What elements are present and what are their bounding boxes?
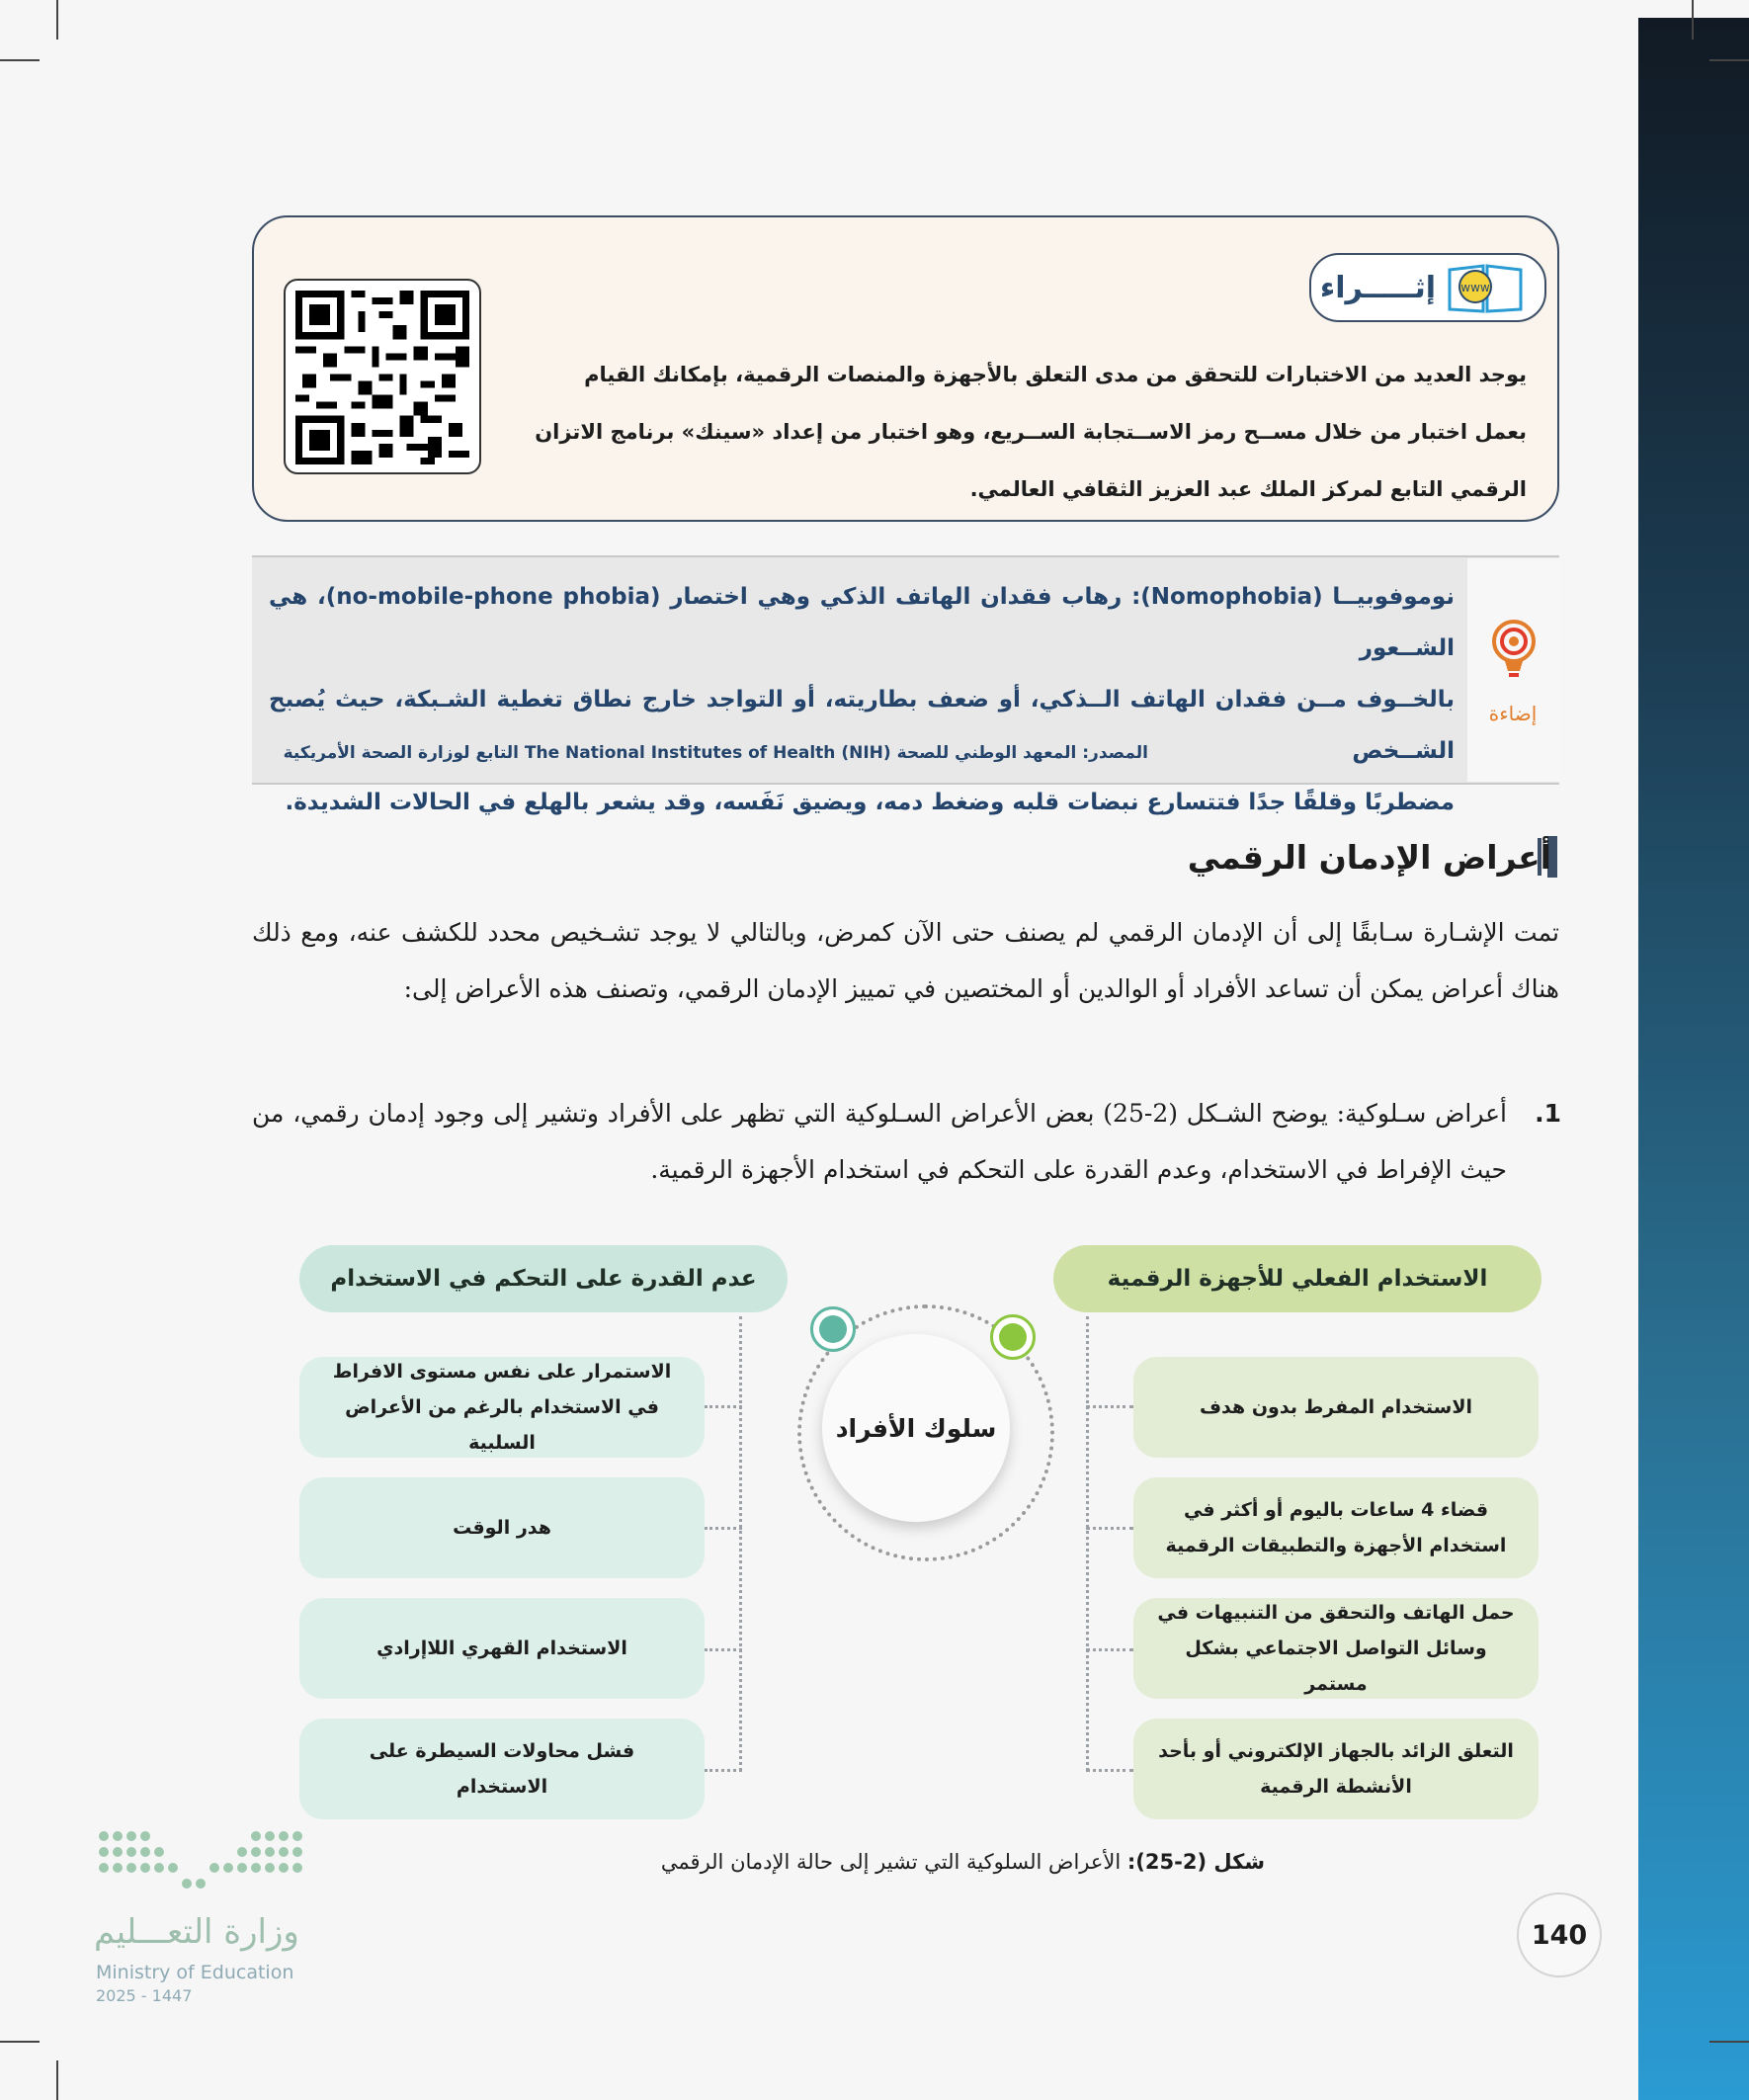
intro-paragraph: تمت الإشـارة سـابقًا إلى أن الإدمان الرقمي لم يصنف حتى الآن كمرض، وبالتالي لا يوجد تشـخيص محدد للكشف عنه، ومع ذلك هناك أعراض يمكن أن تساعد الأفراد أو الوالدين أو المختصين في تمييز الإدمان الرقمي، وتصنف هذه الأعراض إلى: [252, 918, 1559, 1003]
left-card: الاستخدام القهري اللاإرادي [299, 1598, 705, 1699]
connector-line [705, 1648, 742, 1651]
crop-mark [1709, 59, 1749, 61]
connector-line [1086, 1648, 1133, 1651]
ministry-name-english: Ministry of Education [96, 1962, 294, 1983]
illumination-source: المصدر: المعهد الوطني للصحة The National Institutes of Health (NIH) التابع لوزارة الصحة الأمريكية [283, 743, 1148, 763]
right-card: الاستخدام المفرط بدون هدف [1133, 1357, 1539, 1458]
green-dot [990, 1314, 1036, 1360]
enrichment-title: إثـــــراء [1319, 270, 1436, 305]
crop-mark [0, 59, 40, 61]
list-item-text: أعراض سـلوكية: يوضح الشـكل (2-25) بعض الأعراض السـلوكية التي تظهر على الأفراد وتشير إلى وجود إدمان رقمي، من حيث الإفراط في الاستخدام، وعدم القدرة على التحكم في استخدام الأجهزة الرقمية. [252, 1099, 1507, 1184]
illumination-label: إضاءة [1488, 702, 1538, 725]
page-number: 140 [1517, 1892, 1602, 1977]
right-card: حمل الهاتف والتحقق من التنبيهات في وسائل التواصل الاجتماعي بشكل مستمر [1133, 1598, 1539, 1699]
left-card: فشل محاولات السيطرة على الاستخدام [299, 1719, 705, 1819]
illumination-text [269, 571, 1455, 828]
section-heading: أعراض الإدمان الرقمي [1187, 838, 1551, 877]
center-node: سلوك الأفراد [822, 1334, 1010, 1522]
crop-mark [56, 0, 58, 40]
ministry-name-arabic: وزارة التعـــليم [94, 1912, 299, 1952]
caption-label: شكل (2-25): [1126, 1850, 1265, 1874]
crop-mark [56, 2060, 58, 2100]
connector-line [1086, 1405, 1133, 1408]
ministry-logo-dots [94, 1826, 311, 1905]
connector-line [705, 1769, 742, 1772]
left-column-heading: عدم القدرة على التحكم في الاستخدام [299, 1245, 788, 1312]
ministry-year: 2025 - 1447 [96, 1986, 193, 2005]
illumination-side [1467, 558, 1559, 782]
enrichment-tag [1309, 253, 1546, 322]
enrichment-line: الرقمي التابع لمركز الملك عبد العزيز الثقافي العالمي. [969, 477, 1527, 501]
enrichment-line: يوجد العديد من الاختبارات للتحقق من مدى التعلق بالأجهزة والمنصات الرقمية، بإمكانك القيام [584, 363, 1527, 386]
connector-line [705, 1405, 742, 1408]
caption-text: الأعراض السلوكية التي تشير إلى حالة الإدمان الرقمي [660, 1850, 1127, 1874]
connector-line [1086, 1527, 1133, 1530]
www-book-icon [1446, 260, 1525, 315]
crop-mark [0, 2041, 40, 2043]
right-card: قضاء 4 ساعات باليوم أو أكثر في استخدام الأجهزة والتطبيقات الرقمية [1133, 1477, 1539, 1578]
crop-mark [1709, 2041, 1749, 2043]
right-column-heading: الاستخدام الفعلي للأجهزة الرقمية [1053, 1245, 1541, 1312]
left-card: الاستمرار على نفس مستوى الافراط في الاستخدام بالرغم من الأعراض السلبية [299, 1357, 705, 1458]
enrichment-line: بعمل اختبار من خلال مســح رمز الاســتجابة الســريع، وهو اختبار من إعداد «سينك» برنامج الاتزان [535, 420, 1527, 444]
illumination-line: نوموفوبيــا (Nomophobia): رهاب فقدان الهاتف الذكي وهي اختصار (no-mobile-phone phobia)، هي الشــعور [269, 584, 1455, 661]
illumination-line: بالخــوف مــن فقدان الهاتف الــذكي، أو ضعف بطاريته، أو التواجد خارج نطاق تغطية الشـبكة، حيث يُصبح الشــخص [269, 687, 1455, 764]
connector-line [1086, 1769, 1133, 1772]
connector-line [1086, 1316, 1089, 1771]
connector-line [705, 1527, 742, 1530]
crop-mark [1692, 0, 1694, 40]
enrichment-text [504, 346, 1527, 518]
svg-text:www: www [1460, 281, 1490, 294]
figure-caption [553, 1850, 1265, 1874]
illumination-line: مضطربًا وقلقًا جدًا فتتسارع نبضات قلبه وضغط دمه، ويضيق نَفَسه، وقد يشعر بالهلع في الحالات الشديدة. [285, 790, 1455, 815]
side-gradient-stripe [1638, 18, 1749, 2100]
right-card: التعلق الزائد بالجهاز الإلكتروني أو بأحد الأنشطة الرقمية [1133, 1719, 1539, 1819]
qr-code[interactable] [284, 279, 481, 474]
teal-dot [810, 1306, 856, 1352]
connector-line [739, 1316, 742, 1771]
lightbulb-icon [1487, 618, 1541, 683]
list-item-number: 1. [1535, 1099, 1561, 1128]
left-card: هدر الوقت [299, 1477, 705, 1578]
